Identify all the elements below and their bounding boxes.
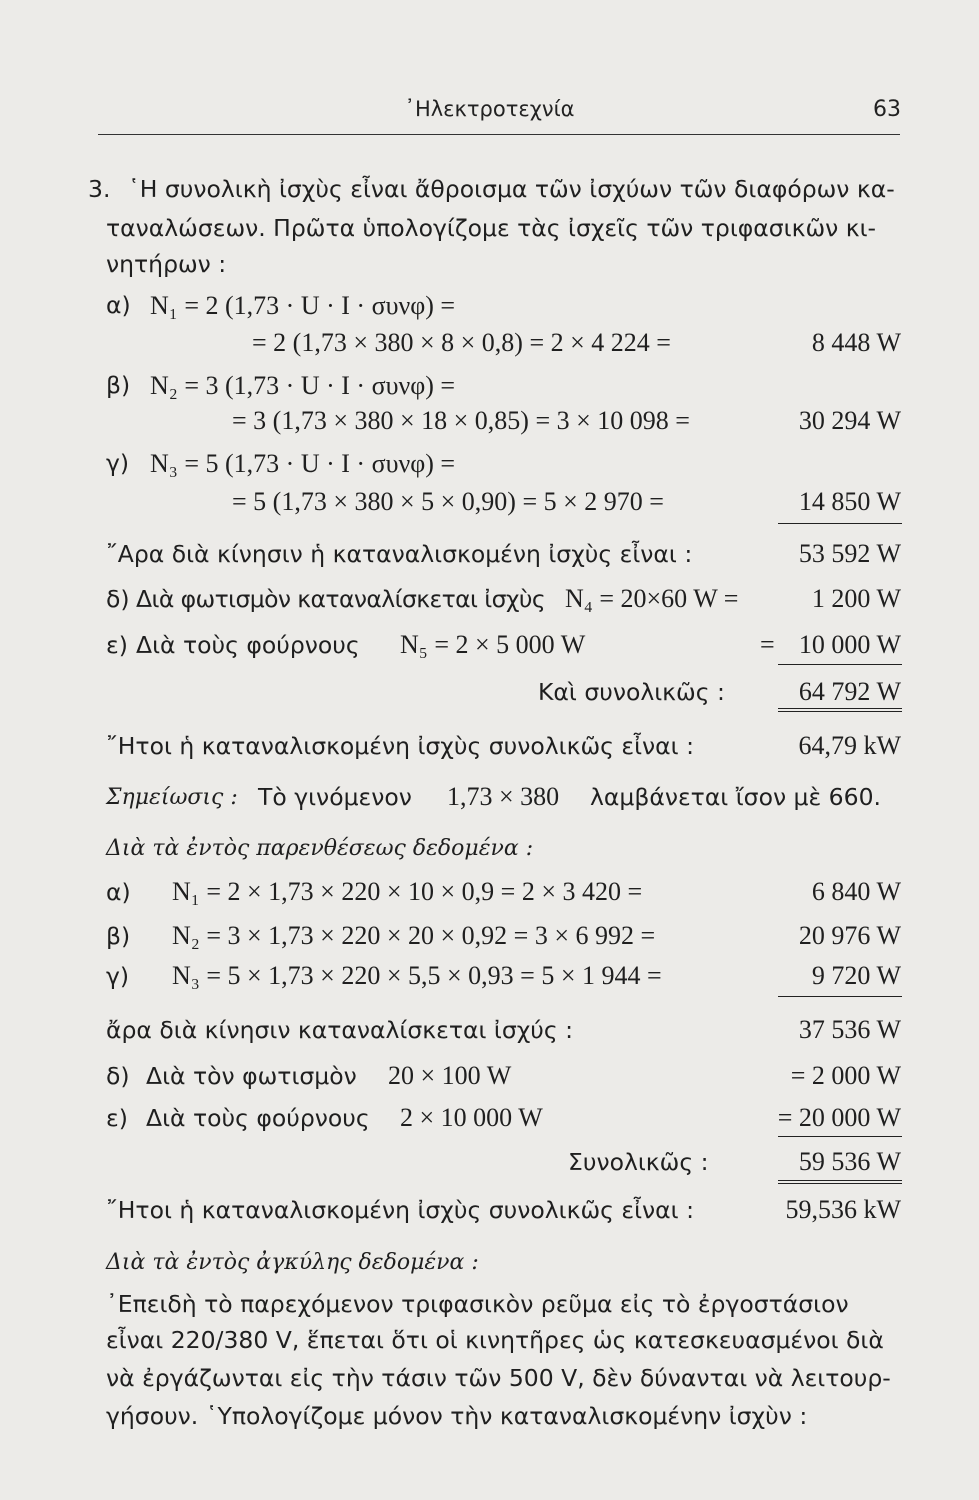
calc2-d-result: = 2 000 W [790, 1061, 901, 1090]
calc2-b-result: 20 976 W [798, 921, 901, 950]
note-label: Σημείωσις : [106, 785, 238, 810]
calc2-a-formula: N₁ = 2 × 1,73 × 220 × 10 × 0,9 = 2 × 3 420 = [172, 877, 643, 906]
calc2-motion-text: ἄρα διὰ κίνησιν καταναλίσκεται ἰσχύς : [106, 1016, 574, 1044]
calc2-final-text: ῎Ητοι ἡ καταναλισκομένη ἰσχὺς συνολικῶς εἶναι : [106, 1196, 694, 1224]
calc2-e-label: ε) [106, 1104, 128, 1132]
calc2-b-formula: N₂ = 3 × 1,73 × 220 × 20 × 0,92 = 3 × 6 992 = [172, 921, 656, 950]
item-a-label: α) [106, 291, 131, 319]
motion-total-result: 53 592 W [798, 539, 901, 568]
item-g-calculation: = 5 (1,73 × 380 × 5 × 0,90) = 5 × 2 970 = [232, 487, 664, 516]
calc2-d-text: Διὰ τὸν φωτισμὸν [146, 1062, 357, 1090]
item-b-result: 30 294 W [798, 406, 901, 435]
page-number: 63 [873, 97, 901, 122]
item-e-result: 10 000 W [798, 630, 901, 659]
closing-line-2: εἶναι 220/380 V, ἕπεται ὅτι οἱ κινητῆρες ὡς κατεσκευασμένοι διὰ [106, 1326, 884, 1354]
item-g-label: γ) [106, 449, 130, 477]
closing-line-1: ᾿Επειδὴ τὸ παρεχόμενον τριφασικὸν ρεῦμα εἰς τὸ ἐργοστάσιον [106, 1290, 849, 1318]
header-rule [98, 134, 900, 135]
note-text: Τὸ γινόμενον [258, 783, 412, 811]
item-d-text: Διὰ φωτισμὸν καταναλίσκεται ἰσχὺς [136, 585, 546, 613]
calc2-total-label: Συνολικῶς : [568, 1148, 709, 1176]
item-g-formula: N₃ = 5 (1,73 · U · I · συνφ) = [150, 449, 456, 478]
sum-rule-3 [778, 996, 902, 997]
item-d-label: δ) [106, 585, 130, 613]
total-result: 64 792 W [798, 677, 901, 706]
calc2-g-formula: N₃ = 5 × 1,73 × 220 × 5,5 × 0,93 = 5 × 1 944 = [172, 961, 662, 990]
item-b-label: β) [106, 371, 131, 399]
calc2-total-result: 59 536 W [798, 1147, 901, 1176]
item-e-label: ε) [106, 631, 128, 659]
calc2-b-label: β) [106, 922, 131, 950]
sum-rule-2 [778, 664, 902, 665]
total-label: Καὶ συνολικῶς : [538, 678, 725, 706]
item-e-equals: = [760, 630, 775, 659]
calc2-d-formula: 20 × 100 W [388, 1061, 512, 1090]
calc2-d-label: δ) [106, 1062, 130, 1090]
calc2-e-formula: 2 × 10 000 W [400, 1103, 543, 1132]
item-b-formula: N₂ = 3 (1,73 · U · I · συνφ) = [150, 371, 456, 400]
calc2-a-label: α) [106, 878, 131, 906]
running-header-title: ᾿Ηλεκτροτεχνία [404, 97, 575, 121]
sum-rule-1 [778, 523, 902, 524]
calc2-e-text: Διὰ τοὺς φούρνους [146, 1104, 370, 1132]
item-a-result: 8 448 W [811, 328, 901, 357]
item-a-calculation: = 2 (1,73 × 380 × 8 × 0,8) = 2 × 4 224 = [252, 328, 671, 357]
total-double-rule [778, 708, 902, 712]
calc2-g-label: γ) [106, 962, 130, 990]
calc2-motion-result: 37 536 W [798, 1015, 901, 1044]
calc2-total-double-rule [778, 1180, 902, 1184]
item-g-result: 14 850 W [798, 487, 901, 516]
calc2-a-result: 6 840 W [811, 877, 901, 906]
note-text-2: λαμβάνεται ἴσον μὲ 660. [590, 783, 881, 811]
item-a-formula: N₁ = 2 (1,73 · U · I · συνφ) = [150, 291, 456, 320]
closing-line-3: νὰ ἐργάζωνται εἰς τὴν τάσιν τῶν 500 V, δὲν δύνανται νὰ λειτουρ- [106, 1364, 891, 1392]
item-b-calculation: = 3 (1,73 × 380 × 18 × 0,85) = 3 × 10 098 = [232, 406, 690, 435]
item-e-formula: N₅ = 2 × 5 000 W [400, 630, 586, 659]
final-total-text: ῎Ητοι ἡ καταναλισκομένη ἰσχὺς συνολικῶς εἶναι : [106, 732, 694, 760]
note-formula: 1,73 × 380 [447, 782, 560, 811]
intro-line-2: ταναλώσεων. Πρῶτα ὑπολογίζομε τὰς ἰσχεῖς τῶν τριφασικῶν κι- [106, 214, 877, 242]
motion-total-text: ῎Αρα διὰ κίνησιν ἡ καταναλισκομένη ἰσχὺς εἶναι : [106, 540, 693, 568]
sum-rule-4 [778, 1136, 902, 1137]
problem-number: 3. [88, 175, 111, 203]
calc2-e-result: = 20 000 W [777, 1103, 901, 1132]
closing-heading: Διὰ τὰ ἐντὸς ἀγκύλης δεδομένα : [106, 1250, 479, 1275]
item-e-text: Διὰ τοὺς φούρνους [136, 631, 360, 659]
intro-line-3: νητήρων : [106, 250, 227, 278]
item-d-formula: N₄ = 20×60 W = [565, 584, 739, 613]
intro-line-1: ῾Η συνολικὴ ἰσχὺς εἶναι ἄθροισμα τῶν ἰσχύων τῶν διαφόρων κα- [128, 175, 895, 203]
calc2-g-result: 9 720 W [811, 961, 901, 990]
item-d-result: 1 200 W [811, 584, 901, 613]
calc2-final-result: 59,536 kW [785, 1195, 901, 1224]
calc2-heading: Διὰ τὰ ἐντὸς παρενθέσεως δεδομένα : [106, 836, 534, 861]
final-total-result: 64,79 kW [798, 731, 901, 760]
closing-line-4: γήσουν. ῾Υπολογίζομε μόνον τὴν καταναλισκομένην ἰσχὺν : [106, 1402, 808, 1430]
